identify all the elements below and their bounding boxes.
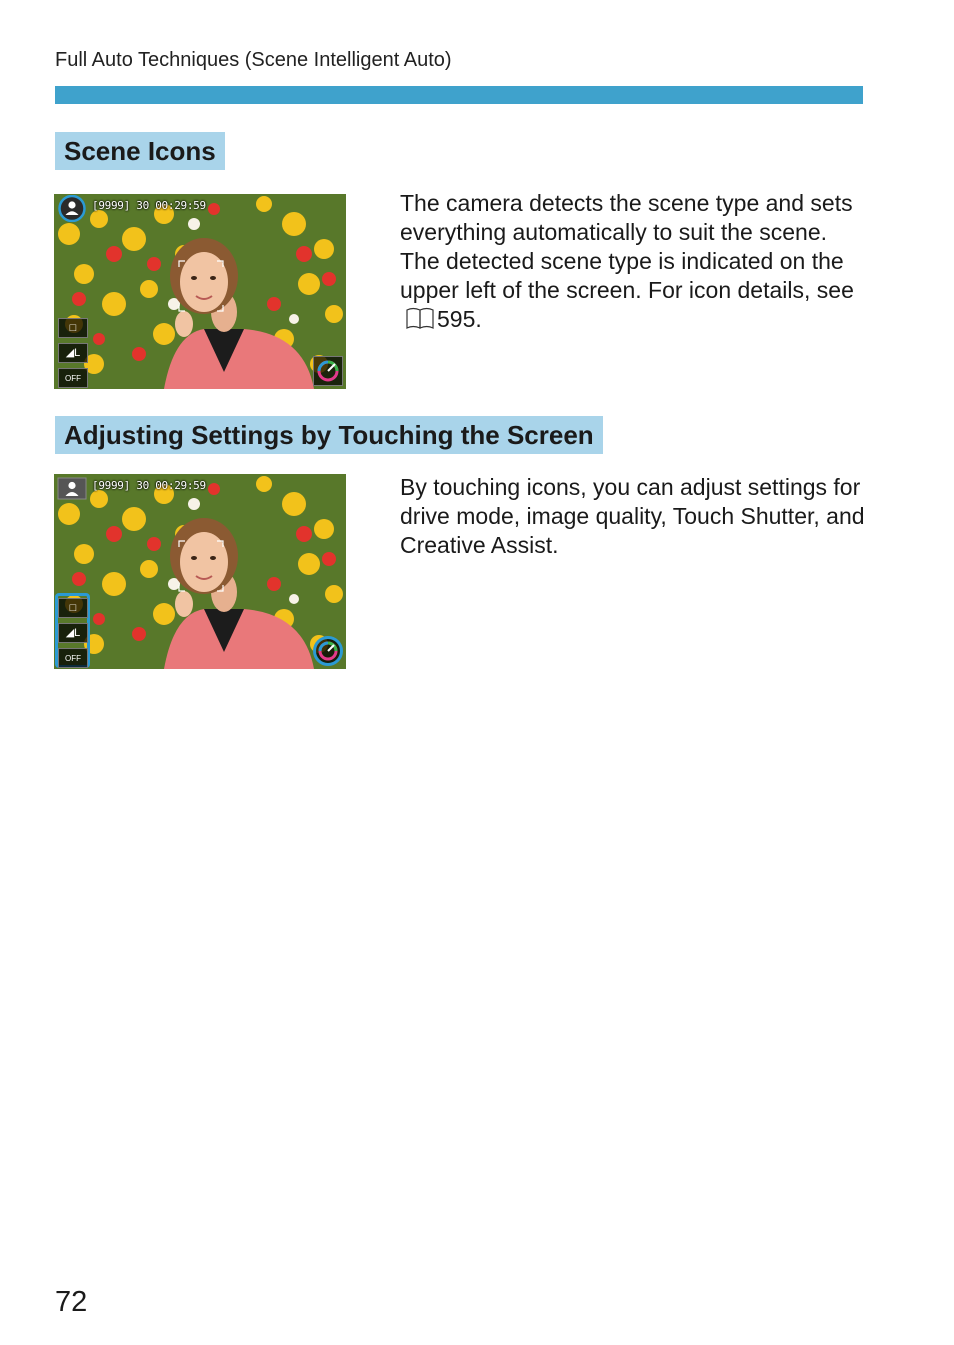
- creative-assist-button[interactable]: [313, 636, 343, 666]
- touch-shutter-button[interactable]: [58, 368, 88, 388]
- touch-shutter-off-icon: OFF: [65, 654, 81, 663]
- quality-label: L: [74, 347, 81, 359]
- scene-icons-description: [400, 189, 870, 334]
- touch-shutter-off-icon: OFF: [65, 374, 81, 383]
- shooting-info-readout: [9999] 30 00:29:59: [92, 479, 206, 492]
- single-shot-icon: □: [69, 602, 77, 614]
- quality-icon: ◢: [65, 627, 75, 639]
- image-quality-button[interactable]: [58, 343, 88, 363]
- page-reference[interactable]: 595.: [437, 306, 482, 332]
- section-heading-scene-icons: Scene Icons: [55, 132, 225, 170]
- scene-icons-text: The camera detects the scene type and sets everything automatically to suit the scene. The detected scene type is indicated on the upper left of the screen. For icon details, see: [400, 190, 854, 303]
- portrait-photo: [54, 194, 346, 389]
- live-view-screenshot-touch-settings: [54, 474, 346, 669]
- live-view-screenshot-scene-icon: [54, 194, 346, 389]
- image-quality-button[interactable]: [58, 623, 88, 643]
- quality-icon: ◢: [65, 347, 75, 359]
- touch-settings-description: By touching icons, you can adjust settings for drive mode, image quality, Touch Shutter, and Creative Assist.: [400, 474, 865, 558]
- creative-assist-button[interactable]: [313, 356, 343, 386]
- book-reference-icon: [405, 306, 435, 330]
- quality-label: L: [74, 627, 81, 639]
- portrait-scene-icon: [56, 195, 88, 222]
- touch-shutter-button[interactable]: [58, 648, 88, 668]
- running-head: Full Auto Techniques (Scene Intelligent Auto): [55, 49, 452, 71]
- drive-mode-button[interactable]: [58, 318, 88, 338]
- drive-mode-button[interactable]: [58, 598, 88, 618]
- header-bar: [55, 86, 863, 104]
- page-number: 72: [55, 1286, 88, 1318]
- shooting-info-readout: [9999] 30 00:29:59: [92, 199, 206, 212]
- portrait-scene-icon: [56, 475, 88, 502]
- section-heading-touch-settings: Adjusting Settings by Touching the Screen: [55, 416, 603, 454]
- single-shot-icon: □: [69, 322, 77, 334]
- portrait-photo: [54, 474, 346, 669]
